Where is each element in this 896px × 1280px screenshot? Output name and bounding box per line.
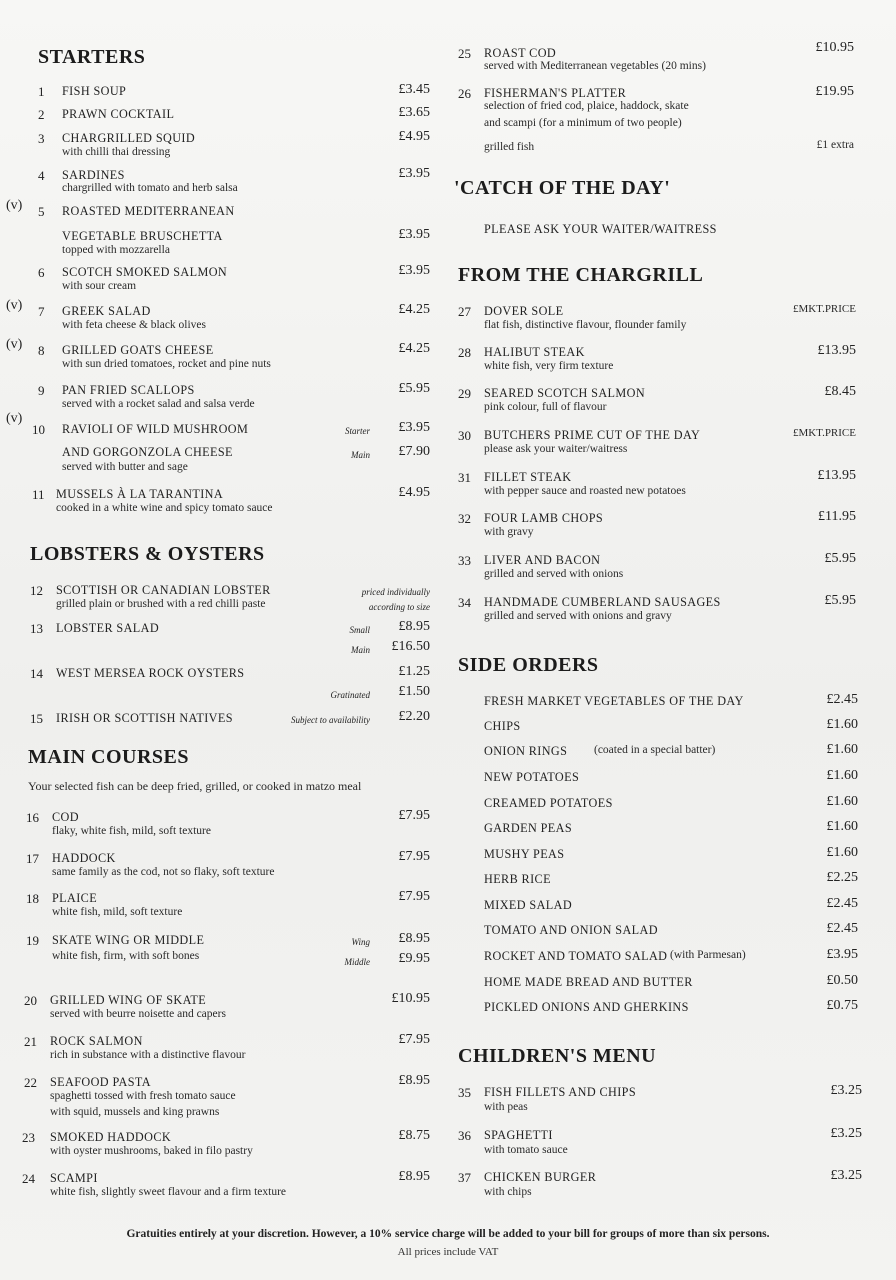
item-name: NEW POTATOES xyxy=(484,770,580,784)
item-suffix: (with Parmesan) xyxy=(670,949,746,961)
item-name: MUSSELS À LA TARANTINA xyxy=(56,487,224,501)
item-price: £3.95 xyxy=(398,420,430,435)
item-description: with sour cream xyxy=(62,280,137,292)
item-description-line-2: with squid, mussels and king prawns xyxy=(50,1106,220,1118)
item-name: ROCK SALMON xyxy=(50,1034,143,1048)
item-name: FILLET STEAK xyxy=(484,470,572,484)
item-name: PICKLED ONIONS AND GHERKINS xyxy=(484,1000,689,1014)
item-price: £2.45 xyxy=(826,921,858,936)
item-number: 16 xyxy=(26,810,39,825)
item-name: GRILLED GOATS CHEESE xyxy=(62,343,214,357)
item-price: £7.95 xyxy=(398,1032,430,1047)
item-price-main: £16.50 xyxy=(391,639,430,654)
item-description: selection of fried cod, plaice, haddock, skate xyxy=(484,100,689,112)
item-number: 22 xyxy=(24,1075,37,1090)
item-description: with pepper sauce and roasted new potatoes xyxy=(484,485,686,497)
size-label: Wing xyxy=(351,937,370,947)
item-price: £8.95 xyxy=(398,931,430,946)
section-title-catch-of-the-day: 'CATCH OF THE DAY' xyxy=(454,177,671,199)
item-name: GRILLED WING OF SKATE xyxy=(50,993,207,1007)
item-name: PRAWN COCKTAIL xyxy=(62,107,175,121)
size-label: Middle xyxy=(344,957,370,967)
item-name: MUSHY PEAS xyxy=(484,847,565,861)
item-price: £3.95 xyxy=(826,947,858,962)
item-name: SPAGHETTI xyxy=(484,1128,553,1142)
item-name: PLAICE xyxy=(52,891,98,905)
item-price: £3.25 xyxy=(830,1126,862,1141)
item-price-main: £7.90 xyxy=(398,444,430,459)
item-name: HADDOCK xyxy=(52,851,116,865)
item-description: cooked in a white wine and spicy tomato sauce xyxy=(56,502,273,514)
size-label: Starter xyxy=(344,426,370,436)
item-description: with oyster mushrooms, baked in filo pastry xyxy=(50,1145,253,1157)
item-name: CHICKEN BURGER xyxy=(484,1170,597,1184)
section-title-starters: STARTERS xyxy=(38,46,146,68)
item-number: 21 xyxy=(24,1034,37,1049)
item-number: 10 xyxy=(32,422,45,437)
item-number: 26 xyxy=(458,86,471,101)
item-name: GREEK SALAD xyxy=(62,304,151,318)
item-description: grilled and served with onions xyxy=(484,568,624,580)
item-price: £3.45 xyxy=(398,82,430,97)
item-price: £19.95 xyxy=(815,84,854,99)
item-suffix: (coated in a special batter) xyxy=(594,744,716,756)
section-title-childrens-menu: CHILDREN'S MENU xyxy=(458,1045,657,1067)
item-number: 2 xyxy=(38,107,45,122)
item-price: £1.60 xyxy=(826,794,858,809)
item-description: chargrilled with tomato and herb salsa xyxy=(62,182,238,194)
item-number: 34 xyxy=(458,595,471,610)
item-name: HANDMADE CUMBERLAND SAUSAGES xyxy=(484,595,721,609)
vegetarian-marker: (v) xyxy=(6,337,23,352)
item-price: £4.95 xyxy=(398,485,430,500)
item-description: flaky, white fish, mild, soft texture xyxy=(52,825,211,837)
item-price: £1.60 xyxy=(826,819,858,834)
item-number: 17 xyxy=(26,851,39,866)
item-price: £1.60 xyxy=(826,845,858,860)
item-number: 9 xyxy=(38,383,45,398)
item-name: HOME MADE BREAD AND BUTTER xyxy=(484,975,693,989)
item-price: £8.95 xyxy=(398,1073,430,1088)
item-name: SCAMPI xyxy=(50,1171,98,1185)
item-number: 37 xyxy=(458,1170,471,1185)
item-price: £3.95 xyxy=(398,166,430,181)
item-price: £10.95 xyxy=(391,991,430,1006)
item-number: 23 xyxy=(22,1130,35,1145)
item-price: £5.95 xyxy=(824,551,856,566)
item-description: please ask your waiter/waitress xyxy=(484,443,628,455)
item-number: 3 xyxy=(38,131,45,146)
item-description: same family as the cod, not so flaky, soft texture xyxy=(52,866,275,878)
item-price: £7.95 xyxy=(398,849,430,864)
item-price: £8.75 xyxy=(398,1128,430,1143)
vegetarian-marker: (v) xyxy=(6,198,23,213)
item-number: 15 xyxy=(30,711,43,726)
item-name: SMOKED HADDOCK xyxy=(50,1130,172,1144)
item-price: £1.60 xyxy=(826,742,858,757)
item-description: grilled and served with onions and gravy xyxy=(484,610,672,622)
item-description: topped with mozzarella xyxy=(62,244,170,256)
item-number: 30 xyxy=(458,428,471,443)
item-number: 24 xyxy=(22,1171,35,1186)
item-number: 27 xyxy=(458,304,471,319)
item-name: SCOTTISH OR CANADIAN LOBSTER xyxy=(56,583,271,597)
item-description: white fish, very firm texture xyxy=(484,360,614,372)
price-note: priced individually xyxy=(361,587,430,597)
item-name: LOBSTER SALAD xyxy=(56,621,160,635)
item-description: served with Mediterranean vegetables (20 mins) xyxy=(484,60,706,72)
item-name: CHARGRILLED SQUID xyxy=(62,131,196,145)
availability-note: Subject to availability xyxy=(291,715,370,725)
item-name: BUTCHERS PRIME CUT OF THE DAY xyxy=(484,428,701,442)
main-courses-intro: Your selected fish can be deep fried, grilled, or cooked in matzo meal xyxy=(28,779,362,793)
item-number: 20 xyxy=(24,993,37,1008)
item-name: TOMATO AND ONION SALAD xyxy=(484,923,658,937)
item-number: 25 xyxy=(458,46,471,61)
item-description: grilled plain or brushed with a red chilli paste xyxy=(56,598,266,610)
item-number: 5 xyxy=(38,204,45,219)
item-price: £MKT.PRICE xyxy=(792,427,856,439)
item-name: FOUR LAMB CHOPS xyxy=(484,511,604,525)
item-description: spaghetti tossed with fresh tomato sauce xyxy=(50,1090,236,1102)
item-price: £3.25 xyxy=(830,1083,862,1098)
item-price: £8.45 xyxy=(824,384,856,399)
size-label: Main xyxy=(351,450,370,460)
item-number: 14 xyxy=(30,666,43,681)
item-name: GARDEN PEAS xyxy=(484,821,573,835)
item-name: FISH FILLETS AND CHIPS xyxy=(484,1085,637,1099)
item-price: £3.95 xyxy=(398,227,430,242)
item-number: 1 xyxy=(38,84,45,99)
item-description: white fish, slightly sweet flavour and a firm texture xyxy=(50,1186,287,1198)
item-description: with feta cheese & black olives xyxy=(62,319,207,331)
item-name: FISH SOUP xyxy=(62,84,127,98)
item-price: £8.95 xyxy=(398,1169,430,1184)
item-price: £8.95 xyxy=(398,619,430,634)
item-price: £0.50 xyxy=(826,973,858,988)
item-price: £5.95 xyxy=(824,593,856,608)
gratuity-note: Gratuities entirely at your discretion. However, a 10% service charge will be added to your bill for groups of more than six persons. xyxy=(126,1228,770,1240)
item-number: 11 xyxy=(32,487,45,502)
item-name: RAVIOLI OF WILD MUSHROOM xyxy=(62,422,249,436)
section-title-side-orders: SIDE ORDERS xyxy=(458,654,599,676)
catch-of-the-day-note: PLEASE ASK YOUR WAITER/WAITRESS xyxy=(484,222,717,236)
item-price: £3.95 xyxy=(398,263,430,278)
item-name: MIXED SALAD xyxy=(484,898,573,912)
vegetarian-marker: (v) xyxy=(6,298,23,313)
item-number: 31 xyxy=(458,470,471,485)
item-price-middle: £9.95 xyxy=(398,951,430,966)
item-number: 13 xyxy=(30,621,43,636)
size-label: Small xyxy=(349,625,370,635)
item-number: 8 xyxy=(38,343,45,358)
item-description: pink colour, full of flavour xyxy=(484,401,607,413)
item-name: DOVER SOLE xyxy=(484,304,564,318)
item-name: ROAST COD xyxy=(484,46,557,60)
section-title-lobsters: LOBSTERS & OYSTERS xyxy=(30,543,265,565)
item-name: CREAMED POTATOES xyxy=(484,796,613,810)
item-number: 35 xyxy=(458,1085,471,1100)
item-price: £2.45 xyxy=(826,692,858,707)
vegetarian-marker: (v) xyxy=(6,411,23,426)
item-number: 29 xyxy=(458,386,471,401)
item-price: £13.95 xyxy=(817,468,856,483)
item-price: £1.25 xyxy=(398,664,430,679)
item-price: £2.25 xyxy=(826,870,858,885)
item-number: 32 xyxy=(458,511,471,526)
item-name: HALIBUT STEAK xyxy=(484,345,585,359)
item-name: PAN FRIED SCALLOPS xyxy=(62,383,195,397)
item-name: CHIPS xyxy=(484,719,521,733)
item-description: rich in substance with a distinctive flavour xyxy=(50,1049,246,1061)
item-name: LIVER AND BACON xyxy=(484,553,601,567)
item-price: £1.60 xyxy=(826,768,858,783)
item-name: HERB RICE xyxy=(484,872,551,886)
extra-option-label: grilled fish xyxy=(484,141,535,153)
item-name-line-2: AND GORGONZOLA CHEESE xyxy=(62,445,233,459)
item-number: 7 xyxy=(38,304,45,319)
item-price: £11.95 xyxy=(818,509,856,524)
item-price: £2.20 xyxy=(398,709,430,724)
size-label: Main xyxy=(351,645,370,655)
item-name: FISHERMAN'S PLATTER xyxy=(484,86,627,100)
item-name-line-2: VEGETABLE BRUSCHETTA xyxy=(62,229,223,243)
item-price: £13.95 xyxy=(817,343,856,358)
item-description: with chips xyxy=(484,1186,532,1198)
item-number: 36 xyxy=(458,1128,471,1143)
item-name: ONION RINGS xyxy=(484,744,568,758)
item-description: white fish, firm, with soft bones xyxy=(52,950,200,962)
item-price: £3.25 xyxy=(830,1168,862,1183)
item-number: 33 xyxy=(458,553,471,568)
item-price-gratinated: £1.50 xyxy=(398,684,430,699)
item-name: FRESH MARKET VEGETABLES OF THE DAY xyxy=(484,694,744,708)
item-description: white fish, mild, soft texture xyxy=(52,906,183,918)
item-description: served with a rocket salad and salsa verde xyxy=(62,398,255,410)
item-description: with tomato sauce xyxy=(484,1144,568,1156)
item-number: 4 xyxy=(38,168,45,183)
item-number: 6 xyxy=(38,265,45,280)
item-description: with peas xyxy=(484,1101,528,1113)
item-name: COD xyxy=(52,810,79,824)
item-name: SKATE WING OR MIDDLE xyxy=(52,933,205,947)
item-number: 12 xyxy=(30,583,43,598)
item-description: served with butter and sage xyxy=(62,461,188,473)
item-number: 28 xyxy=(458,345,471,360)
item-number: 18 xyxy=(26,891,39,906)
item-description: served with beurre noisette and capers xyxy=(50,1008,226,1020)
item-name: WEST MERSEA ROCK OYSTERS xyxy=(56,666,245,680)
item-description: with chilli thai dressing xyxy=(62,146,171,158)
item-name: SCOTCH SMOKED SALMON xyxy=(62,265,228,279)
item-name: SARDINES xyxy=(62,168,125,182)
section-title-chargrill: FROM THE CHARGRILL xyxy=(458,264,704,286)
extra-option-price: £1 extra xyxy=(816,139,854,151)
item-price: £1.60 xyxy=(826,717,858,732)
item-price: £7.95 xyxy=(398,808,430,823)
item-name: SEAFOOD PASTA xyxy=(50,1075,151,1089)
item-name: ROCKET AND TOMATO SALAD xyxy=(484,949,668,963)
item-description: flat fish, distinctive flavour, flounder family xyxy=(484,319,687,331)
item-name: IRISH OR SCOTTISH NATIVES xyxy=(56,711,233,725)
price-note: according to size xyxy=(368,602,430,612)
item-description: with sun dried tomatoes, rocket and pine nuts xyxy=(62,358,271,370)
size-label: Gratinated xyxy=(330,690,370,700)
item-price: £MKT.PRICE xyxy=(792,303,856,315)
item-description: with gravy xyxy=(484,526,534,538)
section-title-main-courses: MAIN COURSES xyxy=(28,746,190,768)
item-price: £4.95 xyxy=(398,129,430,144)
item-price: £4.25 xyxy=(398,302,430,317)
item-name: ROASTED MEDITERRANEAN xyxy=(62,204,235,218)
item-price: £2.45 xyxy=(826,896,858,911)
vat-note: All prices include VAT xyxy=(397,1246,499,1258)
item-price: £0.75 xyxy=(826,998,858,1013)
item-price: £10.95 xyxy=(815,40,854,55)
item-price: £4.25 xyxy=(398,341,430,356)
item-price: £3.65 xyxy=(398,105,430,120)
item-price: £5.95 xyxy=(398,381,430,396)
item-name: SEARED SCOTCH SALMON xyxy=(484,386,646,400)
item-price: £7.95 xyxy=(398,889,430,904)
item-number: 19 xyxy=(26,933,39,948)
item-description-line-2: and scampi (for a minimum of two people) xyxy=(484,117,682,129)
